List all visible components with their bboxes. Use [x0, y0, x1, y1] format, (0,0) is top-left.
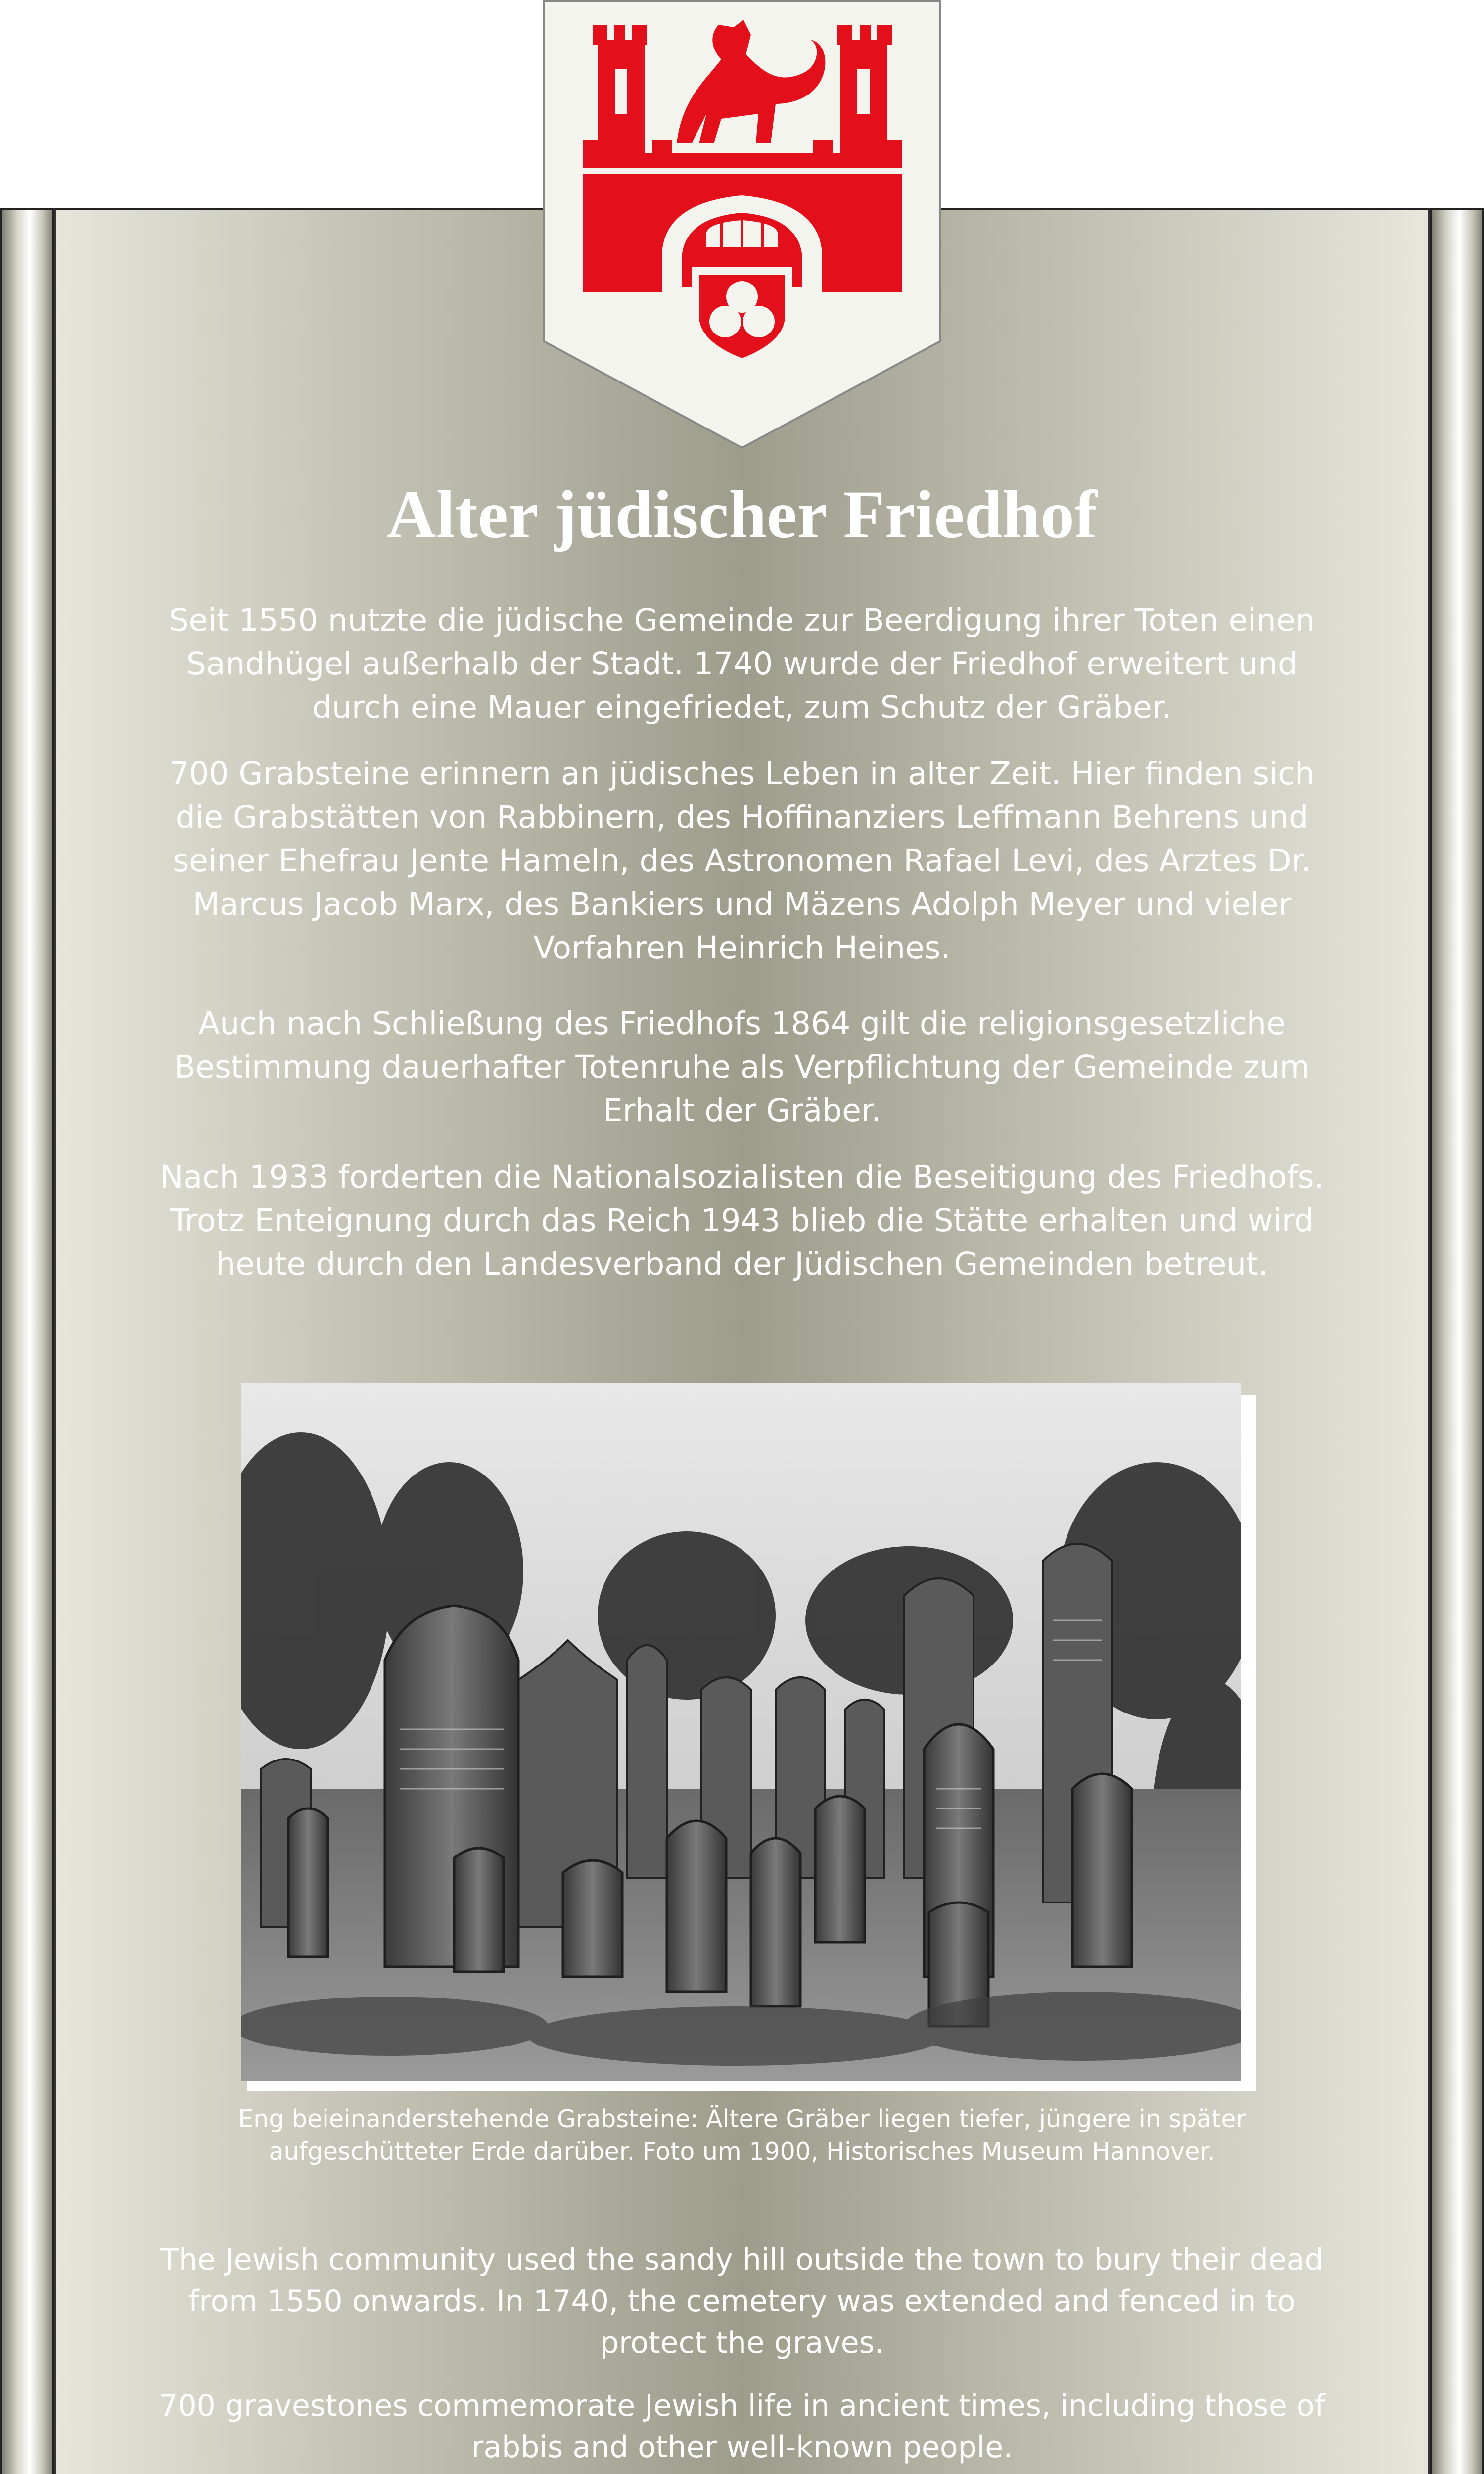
left-post — [0, 208, 54, 2474]
english-paragraph-2: 700 gravestones commemorate Jewish life in ancient times, including those of rabbis and other well-known people. — [159, 2388, 1325, 2465]
german-paragraph-3: Auch nach Schließung des Friedhofs 1864 gilt die religionsgesetzliche Bestimmung dauerhafter Totenruhe als Verpflichtung der Gemeinde zum Erhalt der Gräber. — [174, 1005, 1310, 1129]
photo-caption: Eng beieinanderstehende Grabsteine: Ältere Gräber liegen tiefer, jüngere in später aufgeschütteter Erde darüber. Foto um 1900, Historisches Museum Hannover. — [238, 2105, 1246, 2166]
english-paragraph-1: The Jewish community used the sandy hill outside the town to bury their dead from 1550 onwards. In 1740, the cemetery was extended and fenced in to protect the graves. — [160, 2242, 1324, 2360]
german-paragraph-4: Nach 1933 forderten die Nationalsozialisten die Beseitigung des Friedhofs. Trotz Enteignung durch das Reich 1943 blieb die Stätte erhalten und wird heute durch den Landesverband der Jüdischen Gemeinden betreut. — [160, 1159, 1324, 1282]
german-paragraph-1: Seit 1550 nutzte die jüdische Gemeinde zur Beerdigung ihrer Toten einen Sandhügel außerhalb der Stadt. 1740 wurde der Friedhof erweitert und durch eine Mauer eingefriedet, zum Schutz der Gräber. — [169, 602, 1315, 725]
right-post — [1430, 208, 1484, 2474]
hannover-coat-of-arms-icon — [543, 0, 941, 450]
gravestones-photo-icon — [241, 1383, 1241, 2081]
german-paragraph-2: 700 Grabsteine erinnern an jüdisches Leben in alter Zeit. Hier finden sich die Grabstätten von Rabbinern, des Hoffinanziers Leffmann Behrens und seiner Ehefrau Jente Hameln, des Astronomen Rafael Levi, des Arztes Dr. Marcus Jacob Marx, des Bankiers und Mäzens Adolph Meyer und vieler Vorfahren Heinrich Heines. — [169, 756, 1315, 966]
page-title: Alter jüdischer Friedhof — [386, 476, 1098, 552]
